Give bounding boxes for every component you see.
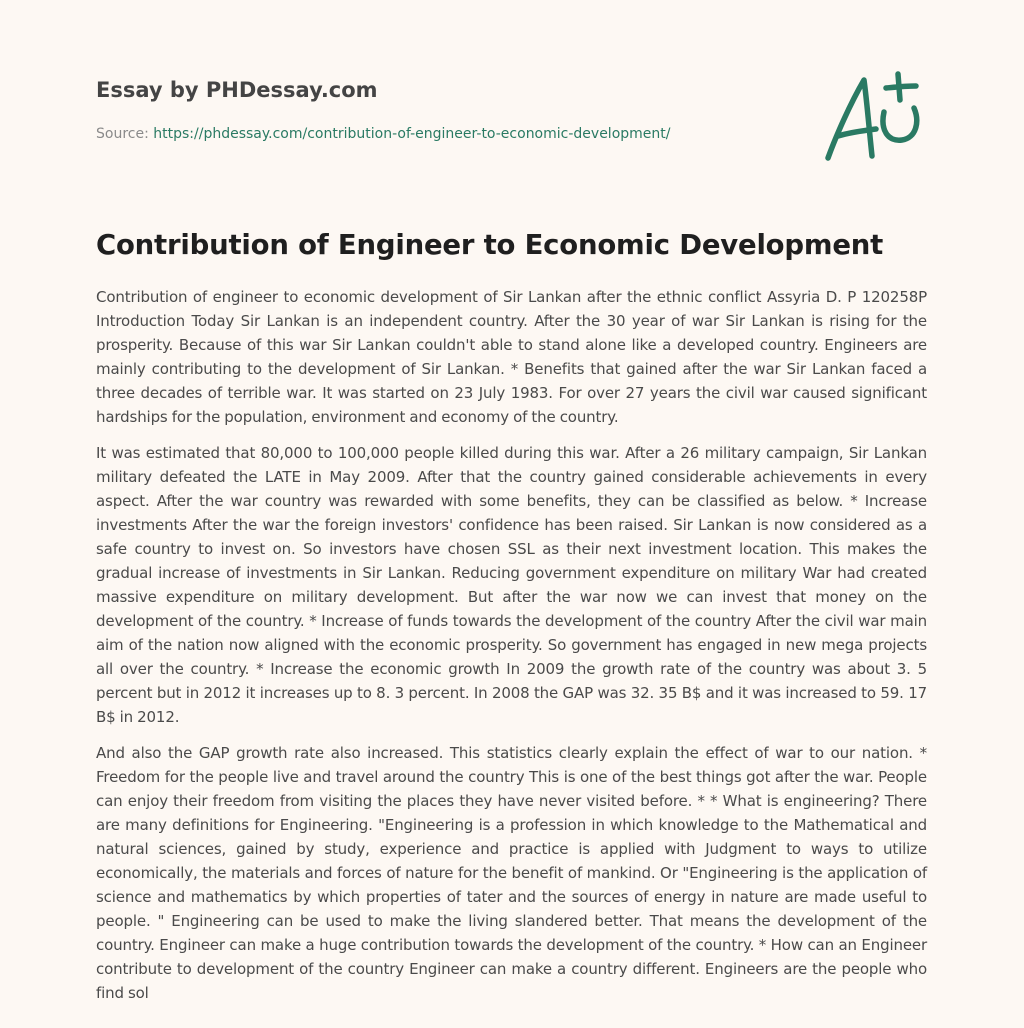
essay-title: Contribution of Engineer to Economic Development bbox=[96, 229, 884, 261]
site-title: Essay by PHDessay.com bbox=[96, 78, 378, 102]
essay-header bbox=[96, 76, 816, 144]
essay-paragraph: And also the GAP growth rate also increased. This statistics clearly explain the effect of war to our nation. * Freedom for the people live and travel around the country This is one of the best things got after the war. People can enjoy their freedom from visiting the places they have never visited before. * * What is engineering? There are many definitions for Engineering. "Engineering is a profession in which knowledge to the Mathematical and natural sciences, gained by study, experience and practice is applied with Judgment to ways to utilize economically, the materials and forces of nature for the benefit of mankind. Or "Engineering is the application of science and mathematics by which properties of tater and the sources of energy in nature are made useful to people. " Engineering can be used to make the living slandered better. That means the development of the country. Engineer can make a huge contribution towards the development of the country. * How can an Engineer contribute to development of the country Engineer can make a country different. Engineers are the people who find sol bbox=[96, 744, 927, 1002]
essay-paragraph: It was estimated that 80,000 to 100,000 people killed during this war. After a 26 military campaign, Sir Lankan military defeated the LATE in May 2009. After that the country gained considerable achievements in every aspect. After the war country was rewarded with some benefits, they can be classified as below. * Increase investments After the war the foreign investors' confidence has been raised. Sir Lankan is now considered as a safe country to invest on. So investors have chosen SSL as their next investment location. This makes the gradual increase of investments in Sir Lankan. Reducing government expenditure on military War had created massive expenditure on military development. But after the war now we can invest that money on the development of the country. * Increase of funds towards the development of the country After the civil war main aim of the nation now aligned with the economic prosperity. So government has engaged in new mega projects all over the country. * Increase the economic growth In 2009 the growth rate of the country was about 3. 5 percent but in 2012 it increases up to 8. 3 percent. In 2008 the GAP was 32. 35 B$ and it was increased to 59. 17 B$ in 2012. bbox=[96, 444, 927, 726]
essay-body bbox=[96, 285, 927, 1017]
source-link[interactable]: https://phdessay.com/contribution-of-engineer-to-economic-development/ bbox=[153, 126, 671, 142]
essay-paragraph: Contribution of engineer to economic development of Sir Lankan after the ethnic conflict Assyria D. P 120258P Introduction Today Sir Lankan is an independent country. After the 30 year of war Sir Lankan is rising for the prosperity. Because of this war Sir Lankan couldn't able to stand alone like a developed country. Engineers are mainly contributing to the development of Sir Lankan. * Benefits that gained after the war Sir Lankan faced a three decades of terrible war. It was started on 23 July 1983. For over 27 years the civil war caused significant hardships for the population, environment and economy of the country. bbox=[96, 288, 927, 426]
a-plus-logo-icon bbox=[820, 66, 930, 166]
source-label: Source: bbox=[96, 126, 149, 142]
source-line bbox=[96, 124, 816, 144]
